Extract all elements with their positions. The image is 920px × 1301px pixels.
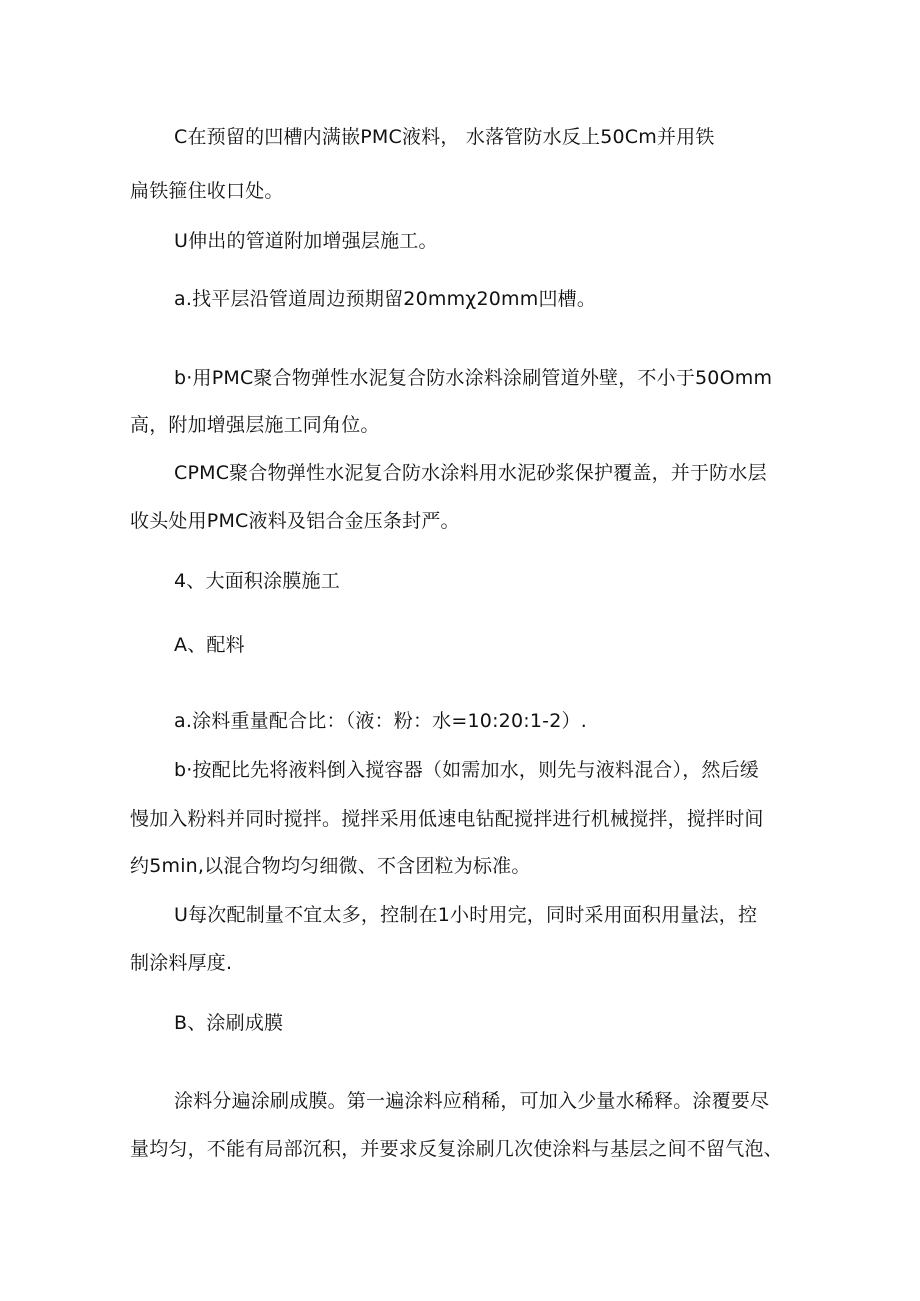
text-line: U每次配制量不宜太多，控制在1小时用完，同时采用面积用量法，控 xyxy=(174,904,758,926)
text-line: 量均匀，不能有局部沉积，并要求反复涂刷几次使涂料与基层之间不留气泡、 xyxy=(130,1138,783,1160)
text-line: 收头处用PMC液料及铝合金压条封严。 xyxy=(130,510,460,532)
text-line: b·按配比先将液料倒入搅容器（如需加水，则先与液料混合），然后缓 xyxy=(174,759,760,781)
text-line: b·用PMC聚合物弹性水泥复合防水涂料涂刷管道外壁，不小于50Omm xyxy=(174,367,773,389)
text-line: C在预留的凹槽内满嵌PMC液料， 水落管防水反上50Cm并用铁 xyxy=(174,126,715,148)
text-line: 慢加入粉料并同时搅拌。搅拌采用低速电钻配搅拌进行机械搅拌，搅拌时间 xyxy=(130,808,764,830)
text-line: 涂料分遍涂刷成膜。第一遍涂料应稍稀，可加入少量水稀释。涂覆要尽 xyxy=(174,1090,770,1112)
text-line: 约5min,以混合物均匀细微、不含团粒为标准。 xyxy=(130,855,531,877)
text-line: CPMC聚合物弹性水泥复合防水涂料用水泥砂浆保护覆盖，并于防水层 xyxy=(174,462,767,484)
text-line: 制涂料厚度. xyxy=(130,952,233,974)
subsection-heading: B、涂刷成膜 xyxy=(174,1012,284,1034)
text-line: a.涂料重量配合比：（液：粉：水=10:20:1-2）. xyxy=(174,710,587,732)
text-line: 高，附加增强层施工同角位。 xyxy=(130,414,380,436)
text-line: a.找平层沿管道周边预期留20mmχ20mm凹槽。 xyxy=(174,288,597,310)
subsection-heading: A、配料 xyxy=(174,634,245,656)
section-heading: 4、大面积涂膜施工 xyxy=(174,570,340,592)
text-line: 扁铁箍住收口处。 xyxy=(130,180,284,202)
text-line: U伸出的管道附加增强层施工。 xyxy=(174,230,438,252)
